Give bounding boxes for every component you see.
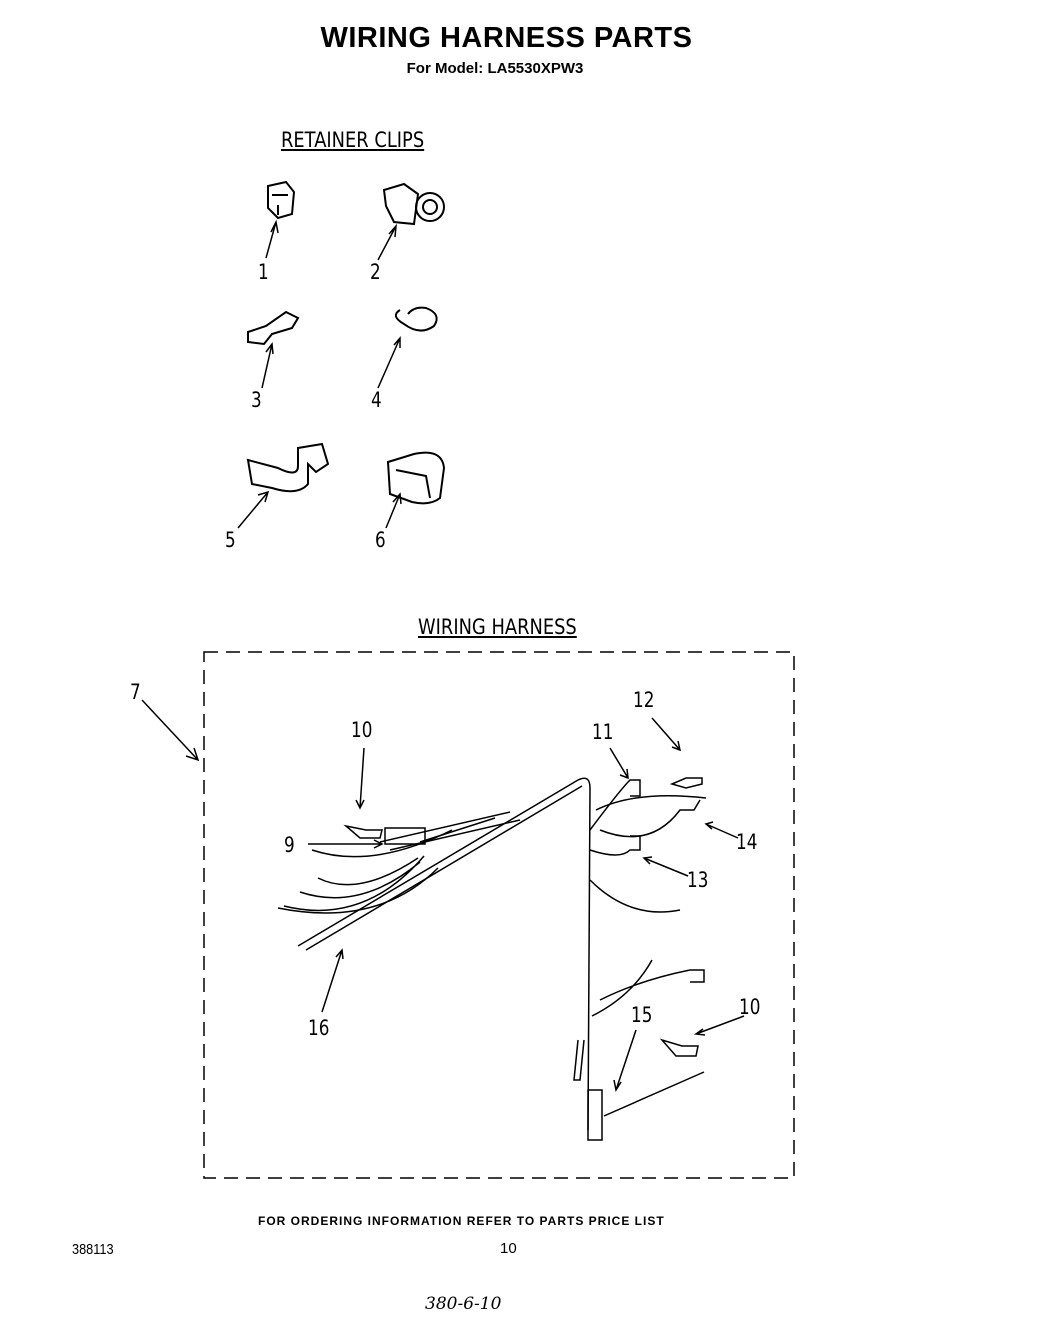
- callout-3: 3: [251, 388, 262, 412]
- page-number: 10: [500, 1240, 517, 1257]
- callout-9: 9: [284, 833, 295, 857]
- callout-12: 12: [633, 688, 655, 712]
- callout-14: 14: [736, 830, 758, 854]
- callout-15: 15: [631, 1003, 653, 1027]
- callout-10-top: 10: [351, 718, 373, 742]
- handwritten-note: 380-6-10: [425, 1294, 502, 1314]
- clip-5-drawing: [248, 444, 328, 491]
- callout-7: 7: [130, 680, 141, 704]
- harness-leader-lines: [142, 700, 744, 1090]
- callout-4: 4: [371, 388, 382, 412]
- clip-4-drawing: [396, 308, 437, 331]
- callout-13: 13: [687, 868, 709, 892]
- page-title: WIRING HARNESS PARTS: [320, 22, 693, 54]
- model-subtitle: For Model: LA5530XPW3: [406, 60, 584, 77]
- clip-3-drawing: [248, 312, 298, 344]
- clip-2-drawing: [384, 184, 444, 224]
- callout-11: 11: [592, 720, 614, 744]
- callout-10-bottom: 10: [739, 995, 761, 1019]
- callout-6: 6: [375, 528, 386, 552]
- wiring-harness-heading: WIRING HARNESS: [418, 615, 577, 639]
- callout-16: 16: [308, 1016, 330, 1040]
- harness-drawing: [278, 778, 709, 1140]
- callout-2: 2: [370, 260, 381, 284]
- ordering-note: FOR ORDERING INFORMATION REFER TO PARTS PRICE LIST: [258, 1214, 665, 1228]
- harness-boundary-box: [204, 652, 794, 1178]
- callout-5: 5: [225, 528, 236, 552]
- callout-1: 1: [258, 260, 269, 284]
- clip-6-drawing: [388, 453, 444, 504]
- retainer-clips-heading: RETAINER CLIPS: [281, 128, 425, 152]
- clip-1-drawing: [268, 182, 294, 218]
- document-number: 388113: [72, 1241, 114, 1258]
